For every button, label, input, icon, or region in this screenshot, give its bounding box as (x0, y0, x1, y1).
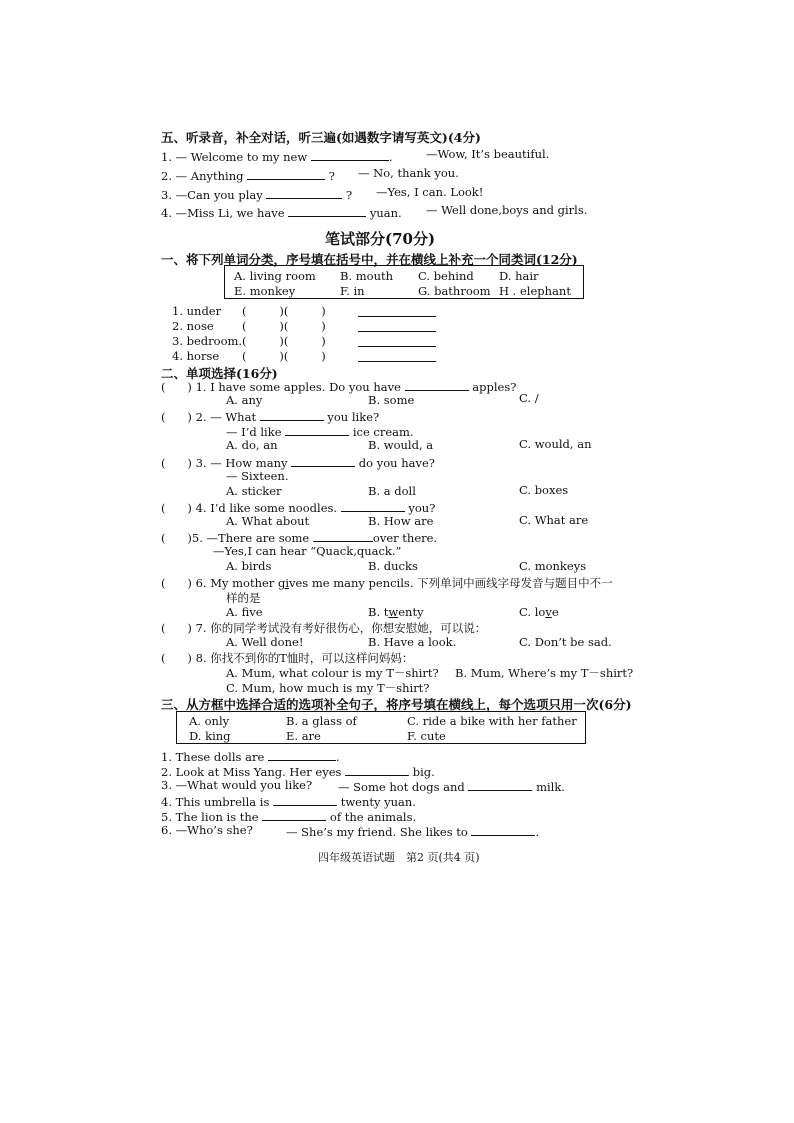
answer-blank[interactable] (313, 529, 373, 542)
sentence-text: — She’s my friend. She likes to (286, 825, 468, 839)
question-text: you like? (327, 410, 380, 424)
written-part-title: 笔试部分(70分) (325, 230, 436, 248)
mc-question-3 (161, 454, 435, 470)
answer-blank[interactable] (471, 823, 535, 836)
answer-blank[interactable] (468, 778, 532, 791)
choice-b[interactable]: B. a doll (368, 484, 416, 498)
question-end: . (388, 150, 393, 164)
s5-item-3 (161, 186, 352, 202)
choice-b[interactable]: B. Have a look. (368, 635, 457, 649)
choice-b[interactable]: B. some (368, 393, 415, 407)
answer-parens[interactable]: ( ) (161, 456, 192, 470)
item-number: 2. (161, 765, 172, 779)
answer-blank[interactable] (345, 763, 409, 776)
choice-c[interactable]: C. boxes (519, 483, 569, 497)
fill-item-3 (161, 778, 312, 792)
answer-blank[interactable] (268, 748, 336, 761)
question-text: ves me many pencils. 下列单词中画线字母发音与题目中不一 (289, 576, 613, 590)
question-text: —There are some (206, 531, 310, 545)
sentence-text: —Who’s she? (175, 823, 253, 837)
choice-c[interactable]: C. would, an (519, 437, 592, 451)
answer-blank[interactable] (358, 319, 436, 332)
answer-blank[interactable] (291, 454, 355, 467)
item-number: 4. (161, 795, 172, 809)
answer-parens[interactable]: ( )( ) (242, 304, 326, 318)
answer-blank[interactable] (285, 423, 349, 436)
sentence-text: . (335, 750, 340, 764)
mc-question-2 (161, 408, 379, 424)
phrase-option: B. a glass of (286, 714, 357, 728)
part1-heading: 一、将下列单词分类，序号填在括号中，并在横线上补充一个同类词(12分) (161, 252, 578, 267)
choice-b[interactable]: B. How are (368, 514, 434, 528)
question-end: ? (328, 169, 335, 183)
phrase-option: E. are (286, 729, 321, 743)
word-option: C. behind (418, 269, 474, 283)
sentence-text: Look at Miss Yang. Her eyes (175, 765, 342, 779)
mc-question-5 (161, 529, 437, 545)
answer-parens[interactable]: ( )( ) (242, 349, 326, 363)
underlined-letters: v (545, 605, 552, 619)
underlined-letters: w (388, 605, 399, 619)
question-text: you? (408, 501, 436, 515)
page-footer: 四年级英语试题 第2 页(共4 页) (318, 851, 480, 864)
question-text: 你的同学考试没有考好很伤心，你想安慰她，可以说： (210, 621, 487, 635)
answer-blank[interactable] (358, 349, 436, 362)
item-number: 5. (161, 810, 172, 824)
phrase-option: C. ride a bike with her father (407, 714, 577, 728)
category-word: 3. bedroom. (172, 334, 243, 348)
question-line-2: — Sixteen. (226, 469, 289, 483)
answer-blank[interactable] (341, 499, 405, 512)
item-number: 4. (161, 206, 172, 220)
choice-c[interactable] (519, 605, 559, 619)
answer-parens[interactable]: ( ) (161, 501, 192, 515)
s5-reply-2: — No, thank you. (358, 166, 459, 180)
choice-text: e (551, 605, 559, 619)
choice-b[interactable] (368, 605, 424, 619)
answer-blank[interactable] (262, 808, 326, 821)
sentence-text: of the animals. (329, 810, 417, 824)
sentence-text: This umbrella is (175, 795, 270, 809)
item-number: 1. (195, 380, 207, 394)
item-number: 6. (195, 576, 207, 590)
item-number: 4. (195, 501, 207, 515)
fill-item-1 (161, 748, 340, 764)
item-number: 2. (195, 410, 207, 424)
answer-parens[interactable]: ( ) (161, 410, 192, 424)
s5-item-2 (161, 167, 335, 183)
question-text: —Miss Li, we have (175, 206, 285, 220)
question-end: ? (346, 188, 353, 202)
item-number: 1. (161, 150, 172, 164)
answer-parens[interactable]: ( ) (161, 576, 192, 590)
question-text: ice cream. (352, 425, 414, 439)
choice-c[interactable]: C. / (519, 391, 539, 405)
item-number: 3. (195, 456, 207, 470)
sentence-text: big. (412, 765, 435, 779)
answer-blank[interactable] (288, 204, 366, 217)
underlined-letters: gi (277, 576, 289, 590)
choice-a[interactable]: A. birds (226, 559, 272, 573)
choice-c[interactable]: C. Mum, how much is my T－shirt? (226, 681, 430, 695)
answer-blank[interactable] (260, 408, 324, 421)
word-option: D. hair (499, 269, 539, 283)
choice-c[interactable]: C. Don’t be sad. (519, 635, 612, 649)
choice-a[interactable]: A. sticker (226, 484, 282, 498)
choice-a[interactable]: A. Mum, what colour is my T－shirt? (226, 666, 439, 680)
answer-parens[interactable]: ( (161, 531, 188, 545)
sentence-text: milk. (536, 780, 565, 794)
s5-item-4 (161, 204, 402, 220)
question-text: My mother (210, 576, 278, 590)
item-number: 2. (161, 169, 172, 183)
phrase-option: A. only (189, 714, 230, 728)
fill-item-4 (161, 793, 416, 809)
choice-b[interactable]: B. Mum, Where’s my T－shirt? (455, 666, 634, 680)
question-line-2: 样的是 (226, 591, 261, 605)
item-number: 3. (161, 188, 172, 202)
item-number: )5. (187, 531, 203, 545)
item-number: 6. (161, 823, 172, 837)
answer-blank[interactable] (266, 186, 342, 199)
choice-c[interactable]: C. monkeys (519, 559, 587, 573)
word-option: B. mouth (340, 269, 394, 283)
answer-parens[interactable]: ( ) (161, 621, 192, 635)
phrase-option: D. king (189, 729, 231, 743)
word-option: E. monkey (234, 284, 296, 298)
section5-heading: 五、听录音，补全对话，听三遍(如遇数字请写英文)(4分) (161, 130, 481, 145)
sentence-text: twenty yuan. (340, 795, 416, 809)
word-option: G. bathroom (418, 284, 491, 298)
mc-question-6 (161, 575, 613, 591)
answer-parens[interactable]: ( )( ) (242, 334, 326, 348)
choice-a[interactable]: A. do, an (226, 438, 278, 452)
part2-heading: 二、单项选择(16分) (161, 366, 278, 381)
question-text: —Can you play (175, 188, 263, 202)
question-text: — What (210, 410, 257, 424)
item-number: 3. (161, 778, 172, 792)
answer-parens[interactable]: ( )( ) (242, 319, 326, 333)
question-text: I’d like some noodles. (210, 501, 338, 515)
choice-a[interactable]: A. five (226, 605, 263, 619)
item-number: 8. (195, 651, 207, 665)
mc-question-4 (161, 499, 435, 515)
mc-question-1 (161, 378, 516, 394)
word-option: H . elephant (499, 284, 571, 298)
question-text: — How many (210, 456, 288, 470)
mc-question-7 (161, 620, 486, 636)
question-text: do you have? (358, 456, 435, 470)
sentence-text: These dolls are (175, 750, 265, 764)
sentence-text: The lion is the (175, 810, 259, 824)
answer-blank[interactable] (358, 334, 436, 347)
question-text: over there. (372, 531, 438, 545)
part3-heading: 三、从方框中选择合适的选项补全句子，将序号填在横线上，每个选项只用一次(6分) (161, 697, 632, 712)
choice-text: enty (398, 605, 424, 619)
choice-text: B. t (368, 605, 389, 619)
word-option: F. in (340, 284, 365, 298)
question-text: I have some apples. Do you have (210, 380, 401, 394)
answer-blank[interactable] (358, 304, 436, 317)
question-end: yuan. (369, 206, 402, 220)
choice-b[interactable]: B. would, a (368, 438, 434, 452)
answer-blank[interactable] (311, 148, 389, 161)
choice-text: C. lo (519, 605, 546, 619)
mc-question-8 (161, 650, 413, 666)
choice-c[interactable]: C. What are (519, 513, 589, 527)
answer-parens[interactable]: ( ) (161, 651, 192, 665)
question-text: — Anything (175, 169, 244, 183)
choice-a[interactable]: A. Well done! (226, 635, 304, 649)
fill-item-3-reply (338, 778, 565, 794)
category-word: 1. under (172, 304, 222, 318)
choice-a[interactable]: A. What about (226, 514, 310, 528)
choice-b[interactable]: B. ducks (368, 559, 418, 573)
fill-item-6-reply (286, 823, 539, 839)
fill-item-5 (161, 808, 416, 824)
question-text: 你找不到你的T恤时，可以这样问妈妈： (210, 651, 414, 665)
answer-parens[interactable]: ( ) (161, 380, 192, 394)
word-option: A. living room (234, 269, 316, 283)
category-word: 2. nose (172, 319, 214, 333)
phrase-option: F. cute (407, 729, 446, 743)
question-text: — I’d like (226, 425, 282, 439)
answer-blank[interactable] (273, 793, 337, 806)
sentence-text: — Some hot dogs and (338, 780, 465, 794)
item-number: 7. (195, 621, 207, 635)
question-text: — Welcome to my new (175, 150, 308, 164)
question-text: apples? (472, 380, 517, 394)
category-word: 4. horse (172, 349, 220, 363)
fill-item-6 (161, 823, 253, 837)
choice-a[interactable]: A. any (226, 393, 263, 407)
s5-reply-1: —Wow, It’s beautiful. (426, 147, 550, 161)
item-number: 1. (161, 750, 172, 764)
s5-item-1 (161, 148, 393, 164)
answer-blank[interactable] (405, 378, 469, 391)
sentence-text: . (535, 825, 540, 839)
question-line-2: —Yes,I can hear “Quack,quack.” (213, 544, 402, 558)
s5-reply-4: — Well done,boys and girls. (426, 203, 588, 217)
sentence-text: —What would you like? (175, 778, 313, 792)
s5-reply-3: —Yes, I can. Look! (376, 185, 484, 199)
answer-blank[interactable] (247, 167, 325, 180)
fill-item-2 (161, 763, 435, 779)
question-line-2 (226, 423, 414, 439)
